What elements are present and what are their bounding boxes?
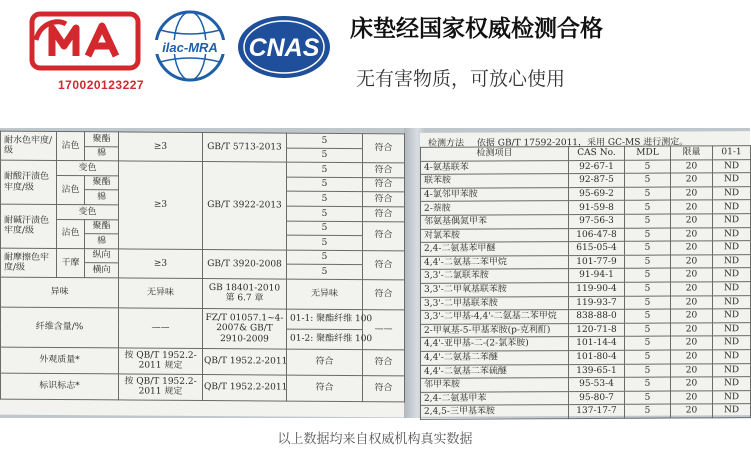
cell: 20 [671,214,713,228]
cell: 变色 [57,161,119,176]
cell: 20 [671,391,713,405]
cell: 5 [287,221,363,236]
cell: 无异味 [287,279,363,310]
cell: ND [713,173,751,187]
cell: 91-59-8 [569,201,625,215]
row-name: 外观质量* [1,347,119,374]
header [0,0,750,128]
cell: QB/T 1952.2-2011 [203,374,287,401]
cell: ND [713,241,751,255]
cell: 棉 [85,234,119,249]
cnas-badge-icon [236,14,332,80]
cell: 沾色 [57,131,85,160]
item-name: 对氯苯胺 [421,228,569,242]
table-row [1,277,405,310]
cell: 20 [671,336,713,350]
cell: ND [713,363,751,377]
cell: 97-56-3 [569,214,625,228]
cell: QB/T 1952.2-2011 [203,348,287,375]
cell: 20 [671,350,713,364]
row-name: 标识标志* [1,373,119,400]
cell: ND [713,309,751,323]
page-subtitle: 无有害物质，可放心使用 [356,68,566,90]
report-photo [0,128,750,418]
cell: 符合 [363,207,405,222]
ilac-mra-logo [150,8,230,84]
cell: 5 [625,296,671,310]
cell: —— [119,308,203,349]
cell: 5 [625,241,671,255]
cell: 139-65-1 [569,364,625,378]
method-text: 依据 GB/T 17592-2011，采用 GC-MS 进行测定。 [476,137,689,149]
cell: 20 [671,187,713,201]
cell: ND [713,404,751,418]
cell: 95-80-7 [569,391,625,405]
item-name: 4,4'-亚甲基-二-(2-氯苯胺) [421,337,569,351]
cell: 101-77-9 [569,255,625,269]
cell: 5 [287,133,363,148]
item-name: 4-氯邻甲苯胺 [421,187,569,201]
cell: 20 [671,377,713,391]
cell: 聚酯 [85,132,119,147]
cell: 符合 [363,177,405,192]
cell: 5 [625,309,671,323]
cell: 5 [287,235,363,250]
table-row [421,404,751,419]
cell: 20 [671,309,713,323]
cell: 5 [625,282,671,296]
cell: ND [713,322,751,336]
item-name: 邻甲苯胺 [421,378,569,392]
cell: 20 [671,323,713,337]
cell: 符合 [363,134,405,163]
cell: 按 QB/T 1952.2-2011 规定 [119,348,203,375]
cell: 20 [671,173,713,187]
col-header: 01-1 [713,146,751,160]
page-title: 床垫经国家权威检测合格 [350,16,603,42]
row-name: 耐酸汗渍色牢度/级 [1,160,57,204]
method-label: 检测方法 [428,138,465,149]
cell: 棉 [85,190,119,205]
report-page-left [0,131,404,418]
cell: 106-47-8 [569,228,625,242]
cell: 5 [625,350,671,364]
caption: 以上数据均来自权威机构真实数据 [277,432,473,447]
cell: 干摩 [57,248,85,277]
item-name: 4-氨基联苯 [421,160,569,174]
cell: 20 [671,255,713,269]
cell: ND [713,350,751,364]
cell: ND [713,295,751,309]
row-name: 纤维含量/% [1,307,119,348]
item-name: 联苯胺 [421,174,569,188]
cell: ND [713,254,751,268]
table-row [1,131,405,148]
cell: ≥3 [119,249,203,279]
cell: ND [713,377,751,391]
cell: 119-93-7 [569,296,625,310]
cell: 5 [625,173,671,187]
row-name: 异味 [1,277,119,308]
cell: 92-87-5 [569,173,625,187]
item-name: 2,4-二氨基甲苯 [421,391,569,405]
row-name: 耐水色牢度/级 [1,131,57,161]
cell: ND [713,186,751,200]
cell: 20 [671,363,713,377]
cell: 20 [671,241,713,255]
item-name: 3,3'-二甲基-4,4'-二氨基二苯甲烷 [421,310,569,324]
svg-text:ilac-MRA: ilac-MRA [162,40,218,55]
cell: 20 [671,159,713,173]
fastness-table [0,131,405,403]
cell: 棉 [85,146,119,161]
cell: 符合 [363,221,405,250]
svg-text:CNAS: CNAS [248,34,320,62]
cell: 符合 [363,163,405,178]
cell: 5 [625,364,671,378]
col-header: MDL [625,146,671,160]
cell: 5 [625,323,671,337]
cell: 20 [671,200,713,214]
cma-mark-icon [30,10,142,76]
item-name: 4,4'-二氨基二苯硫醚 [421,364,569,378]
table-row [1,307,405,330]
cell: 5 [287,264,363,279]
cell: 91-94-1 [569,269,625,283]
cell: 01-2: 聚酯纤维 100 [287,329,363,350]
cell: ND [713,336,751,350]
cell: ND [713,200,751,214]
cell: 横向 [85,263,119,278]
cell: ND [713,159,751,173]
cma-logo [30,10,145,92]
cell: 95-69-2 [569,187,625,201]
item-name: 4,4'-二氨基二苯甲烷 [421,255,569,269]
cell: 符合 [363,350,405,376]
cell: 沾色 [57,219,85,248]
cell: GB/T 3922-2013 [203,162,287,250]
cell: 5 [287,250,363,265]
cell: 5 [625,377,671,391]
cell: 101-80-4 [569,350,625,364]
item-name: 2-萘胺 [421,201,569,215]
cell: 120-71-8 [569,323,625,337]
amine-table-body [421,159,751,419]
cell: FZ/T 01057.1~4-2007& GB/T 2910-2009 [203,308,287,349]
cell: GB 18401-2010 第 6.7 章 [203,278,287,309]
cell: 137-17-7 [569,405,625,419]
cell: 符合 [363,192,405,207]
item-name: 2,4-二氨基苯甲醚 [421,242,569,256]
cell: 符合 [287,375,363,402]
cell: 符合 [287,349,363,376]
item-name: 2-甲氧基-5-甲基苯胺(p-克利酊) [421,323,569,337]
cell: 20 [671,404,713,418]
cell: 5 [287,206,363,221]
cell: ≥3 [119,161,203,249]
item-name: 3,3'-二甲氧基联苯胺 [421,283,569,297]
cell: ≥3 [119,132,203,162]
cma-code: 170020123227 [58,78,145,92]
cell: 聚酯 [85,219,119,234]
cell: GB/T 3920-2008 [203,249,287,279]
cell: 5 [287,162,363,177]
cell: ND [713,390,751,404]
cell: 119-90-4 [569,282,625,296]
cell: 5 [287,191,363,206]
cell: 615-05-4 [569,241,625,255]
cell: 5 [625,214,671,228]
cell: 聚酯 [85,175,119,190]
item-name: 邻氨基偶氮甲苯 [421,215,569,229]
cell: 20 [671,282,713,296]
cell: 变色 [57,204,119,219]
cell: 5 [625,228,671,242]
cell: 按 QB/T 1952.2-2011 规定 [119,374,203,401]
cell: 5 [625,187,671,201]
cell: ND [713,268,751,282]
table-row [1,373,405,402]
cell: 5 [287,177,363,192]
cell: 5 [625,268,671,282]
cell: ND [713,227,751,241]
cell: 沾色 [57,175,85,204]
cell: 92-67-1 [569,160,625,174]
cell: 纵向 [85,248,119,263]
cell: 5 [625,336,671,350]
item-name: 2,4,5-三甲基苯胺 [421,405,569,419]
cnas-logo [236,14,332,80]
cell: 5 [287,148,363,163]
cell: 101-14-4 [569,337,625,351]
col-header: CAS No. [569,146,625,160]
cell: 01-1: 聚酯纤维 100 [287,309,363,330]
cell: 5 [625,404,671,418]
cell: 20 [671,295,713,309]
table-row [1,248,405,265]
cell: 5 [625,391,671,405]
cell: 符合 [363,250,405,279]
item-name: 3,3'-二氯联苯胺 [421,269,569,283]
row-name: 耐碱汗渍色牢度/级 [1,204,57,248]
item-name: 3,3'-二甲基联苯胺 [421,296,569,310]
cell: ND [713,282,751,296]
table-row [1,347,405,376]
cell: 5 [625,160,671,174]
cell: 无异味 [119,278,203,309]
cell: 符合 [363,280,405,310]
cell: 符合 [363,376,405,402]
col-header: 限量 [671,146,713,160]
cell: 5 [625,255,671,269]
amine-table [420,145,751,420]
cell: 20 [671,227,713,241]
cell: ND [713,214,751,228]
cell: 838-88-0 [569,309,625,323]
col-header: 检测项目 [421,147,569,161]
cell: 95-53-4 [569,377,625,391]
cell: —— [363,310,405,350]
row-name: 耐摩擦色牢度/级 [1,248,57,278]
cell: 5 [625,200,671,214]
item-name: 4,4'-二氨基二苯醚 [421,350,569,364]
report-page-right [420,131,750,417]
ilac-globe-icon [150,8,230,84]
cell: GB/T 5713-2013 [203,133,287,163]
cell: 20 [671,268,713,282]
